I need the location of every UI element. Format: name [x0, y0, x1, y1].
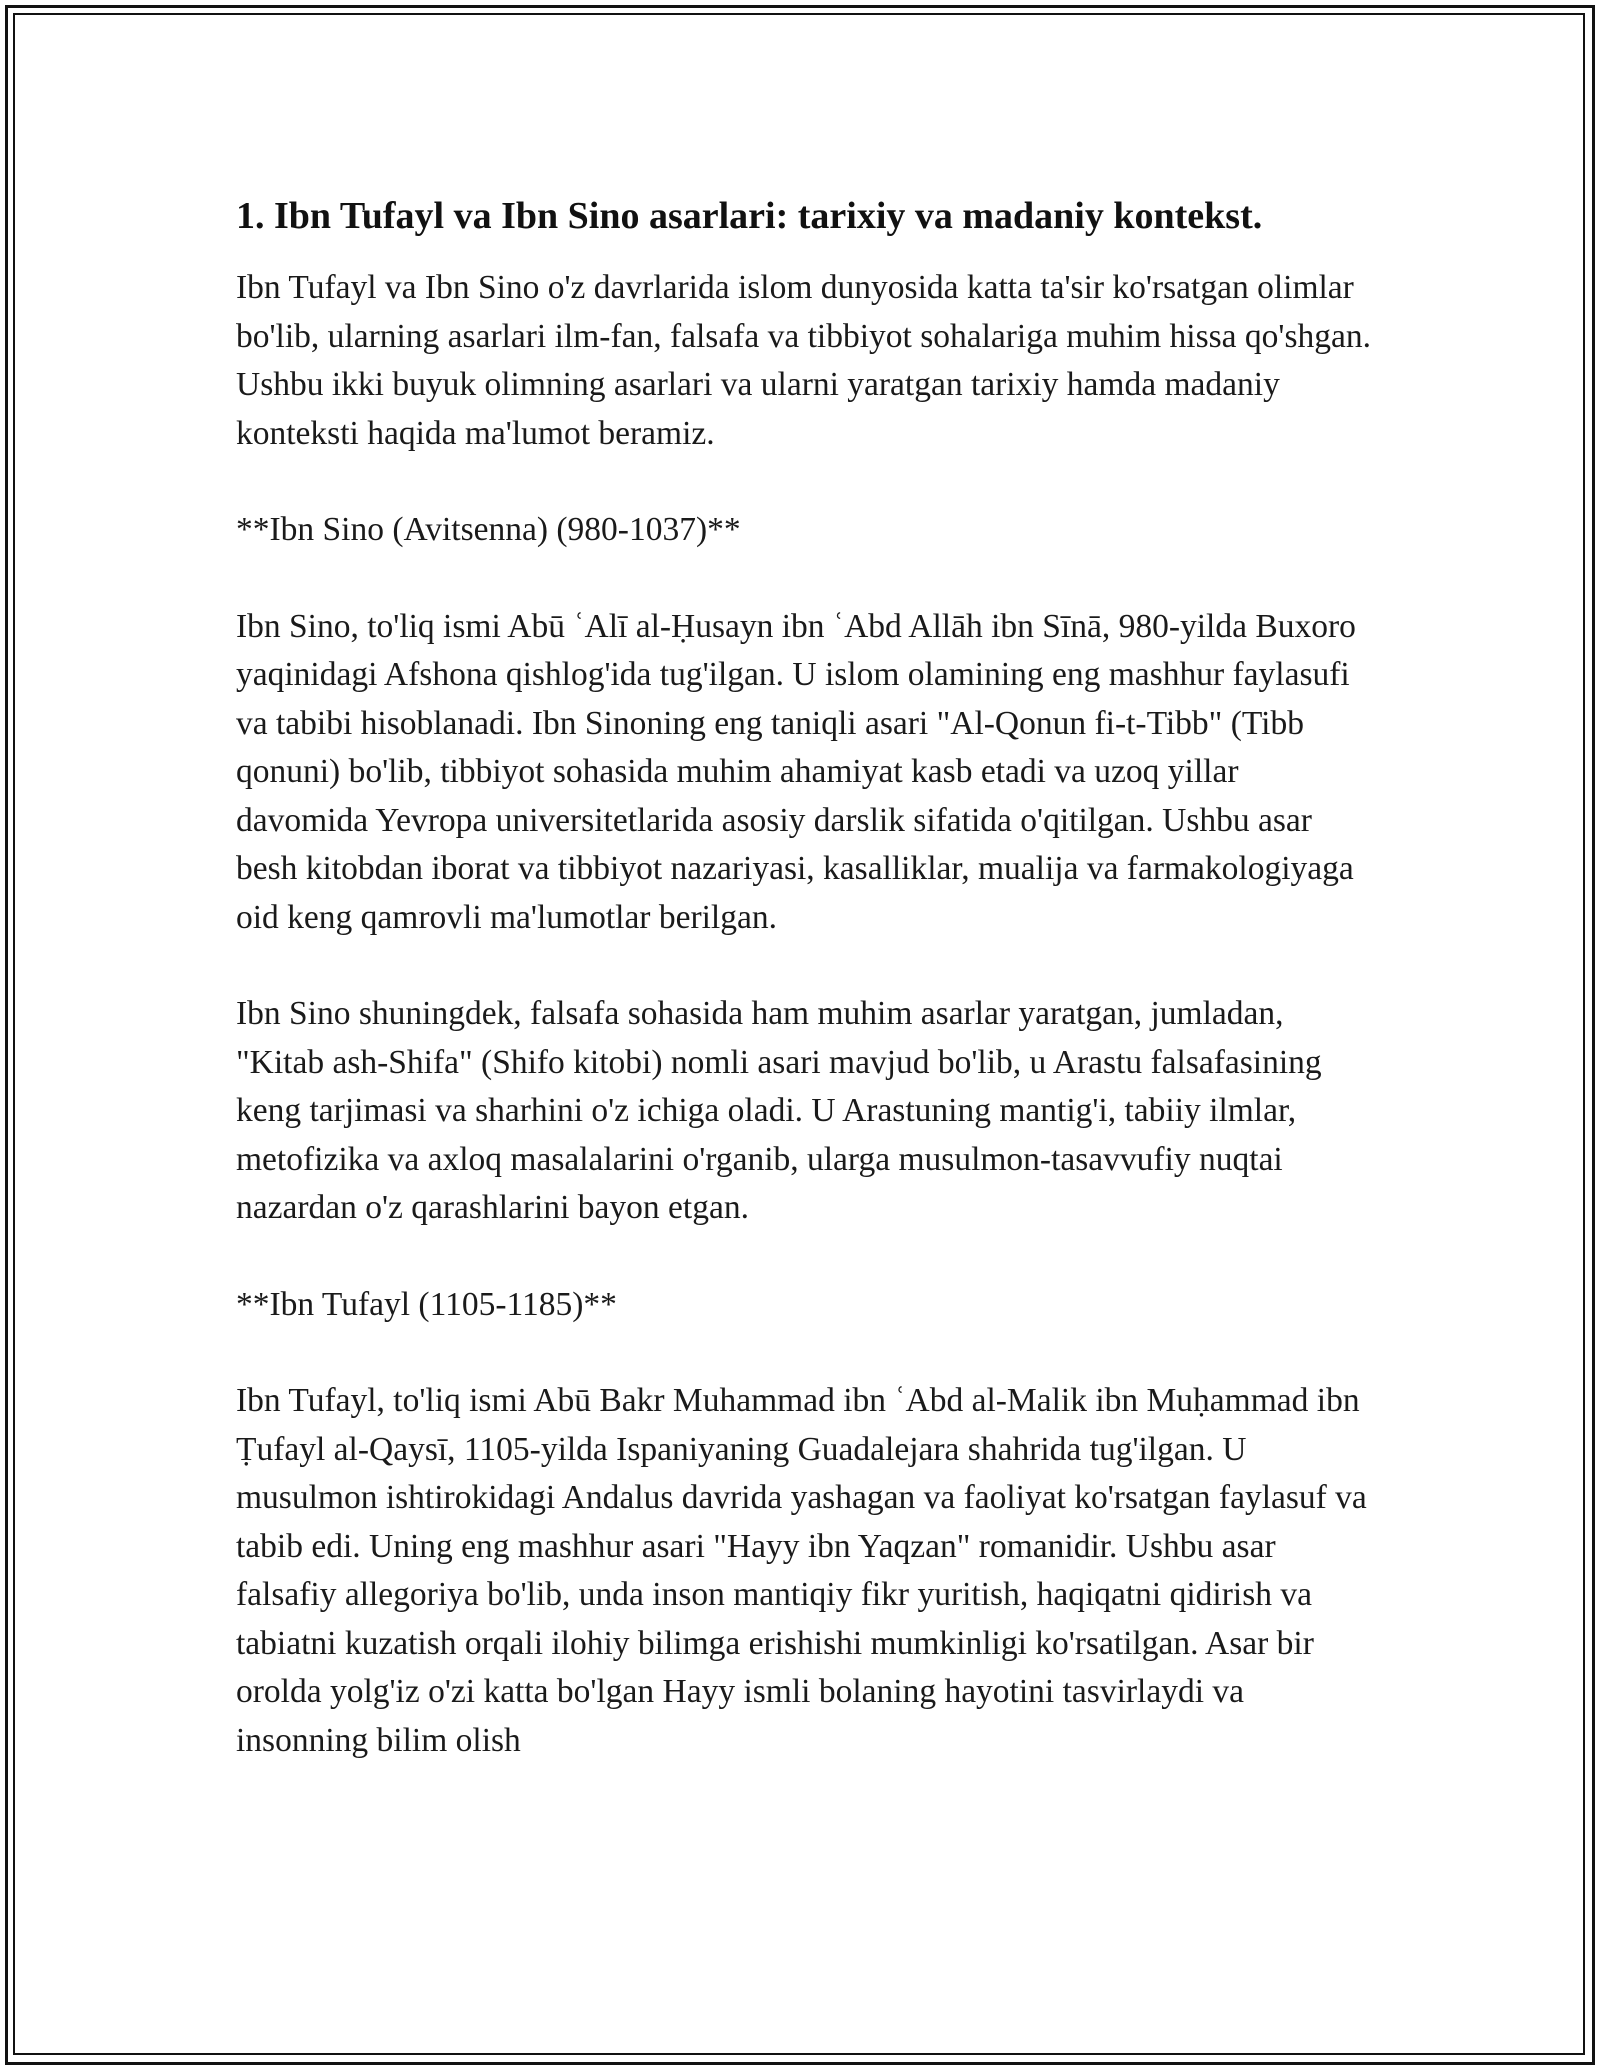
section-heading: 1. Ibn Tufayl va Ibn Sino asarlari: tarixiy va madaniy kontekst.	[236, 195, 1263, 237]
ibn-sino-subheading: **Ibn Sino (Avitsenna) (980-1037)**	[236, 511, 741, 548]
document-body	[236, 188, 1376, 1813]
ibn-tufayl-bio-paragraph: Ibn Tufayl, to'liq ismi Abū Bakr Muhammad ibn ʿAbd al-Malik ibn Muḥammad ibn Ṭufayl al-Qaysī, 1105-yilda Ispaniyaning Guadalejara shahrida tug'ilgan. U musulmon ishtirokidagi Andalus davrida yashagan va faoliyat ko'rsatgan faylasuf va tabib edi. Uning eng mashhur asari "Hayy ibn Yaqzan" romanidir. Ushbu asar falsafiy allegoriya bo'lib, unda inson mantiqiy fikr yuritish, haqiqatni qidirish va tabiatni kuzatish orqali ilohiy bilimga erishishi mumkinligi ko'rsatilgan. Asar bir orolda yolg'iz o'zi katta bo'lgan Hayy ismli bolaning hayotini tasvirlaydi va insonning bilim olish	[236, 1382, 1367, 1759]
intro-paragraph: Ibn Tufayl va Ibn Sino o'z davrlarida islom dunyosida katta ta'sir ko'rsatgan olimlar bo'lib, ularning asarlari ilm-fan, falsafa va tibbiyot sohalariga muhim hissa qo'shgan. Ushbu ikki buyuk olimning asarlari va ularni yaratgan tarixiy hamda madaniy konteksti haqida ma'lumot beramiz.	[236, 269, 1371, 452]
ibn-sino-bio-paragraph: Ibn Sino, to'liq ismi Abū ʿAlī al-Ḥusayn ibn ʿAbd Allāh ibn Sīnā, 980-yilda Buxoro yaqinidagi Afshona qishlog'ida tug'ilgan. U islom olamining eng mashhur faylasufi va tabibi hisoblanadi. Ibn Sinoning eng taniqli asari "Al-Qonun fi-t-Tibb" (Tibb qonuni) bo'lib, tibbiyot sohasida muhim ahamiyat kasb etadi va uzoq yillar davomida Yevropa universitetlarida asosiy darslik sifatida o'qitilgan. Ushbu asar besh kitobdan iborat va tibbiyot nazariyasi, kasalliklar, mualija va farmakologiyaga oid keng qamrovli ma'lumotlar berilgan.	[236, 607, 1356, 936]
ibn-tufayl-subheading: **Ibn Tufayl (1105-1185)**	[236, 1285, 617, 1323]
ibn-sino-philosophy-paragraph: Ibn Sino shuningdek, falsafa sohasida ham muhim asarlar yaratgan, jumladan, "Kitab ash-Shifa" (Shifo kitobi) nomli asari mavjud bo'lib, u Arastu falsafasining keng tarjimasi va sharhini o'z ichiga oladi. U Arastuning mantig'i, tabiiy ilmlar, metofizika va axloq masalalarini o'rganib, ularga musulmon-tasavvufiy nuqtai nazardan o'z qarashlarini bayon etgan.	[236, 995, 1322, 1226]
